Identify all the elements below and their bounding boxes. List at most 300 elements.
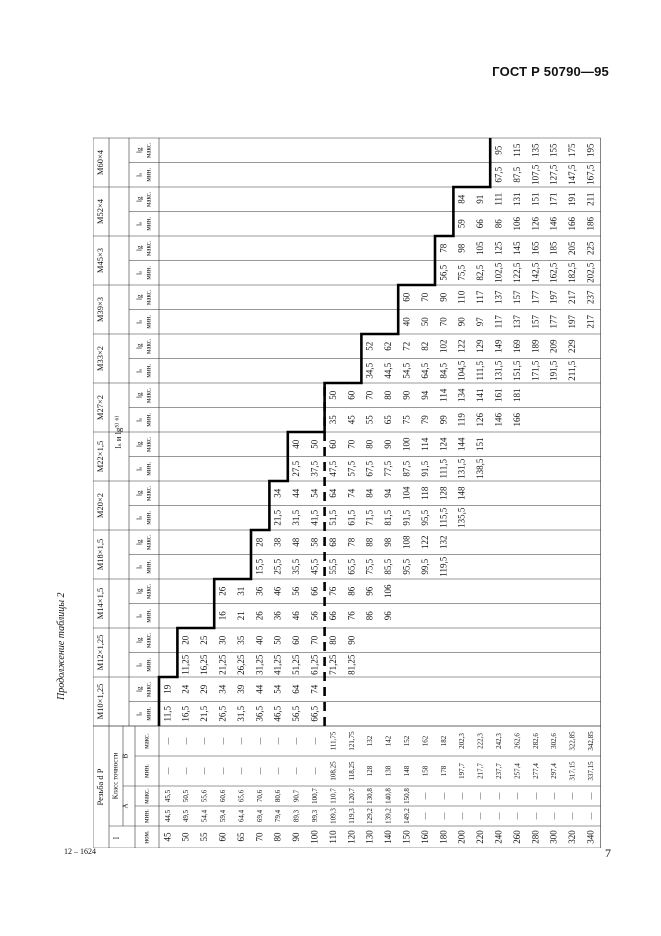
ls-value: 146 [493, 413, 504, 427]
ls-value: 131,5 [456, 458, 467, 479]
b-max-cell: — [274, 737, 283, 745]
ls-value: 99,5 [419, 558, 430, 575]
lg-value: 211 [585, 192, 596, 206]
lg-value: 128 [438, 486, 449, 500]
b-min-cell: 108,25 [329, 761, 338, 781]
ls-value: 202,5 [585, 262, 596, 283]
ls-value: 36 [272, 611, 283, 621]
sub-b-max: макс. [142, 733, 151, 749]
lg-value: 209 [548, 339, 559, 353]
nom-cell: 200 [456, 830, 467, 844]
b-max-cell: 182 [439, 735, 448, 747]
thread-label: М45×3 [94, 247, 105, 274]
a-max-cell: — [495, 792, 504, 800]
ls-symbol: lₛ [135, 515, 144, 520]
b-max-cell: 152 [403, 735, 412, 747]
ls-value: 96 [383, 611, 394, 621]
lg-value: 29 [199, 684, 210, 694]
lg-value: 25 [199, 635, 210, 645]
a-max-cell: 100,7 [311, 788, 320, 804]
thread-label: М39×3 [94, 296, 105, 323]
lg-value: 91 [475, 194, 486, 204]
lg-symbol: lg [135, 588, 144, 594]
b-min-cell: 158 [421, 765, 430, 777]
nom-cell: 220 [475, 830, 486, 844]
ls-value: 31,5 [235, 705, 246, 722]
document-id: ГОСТ Р 50790—95 [492, 64, 609, 79]
b-min-cell: — [200, 767, 209, 775]
a-max-cell: — [531, 792, 540, 800]
lg-value: 131 [511, 192, 522, 206]
thread-label: М33×2 [94, 345, 105, 372]
b-max-cell: — [163, 737, 172, 745]
b-max-cell: 202,3 [458, 733, 467, 749]
a-min-cell: — [513, 812, 522, 820]
lg-symbol: lg [135, 147, 144, 153]
lg-value: 62 [383, 341, 394, 351]
ls-value: 54,5 [401, 362, 412, 379]
ls-value: 171,5 [530, 360, 541, 381]
a-min-cell: 54,4 [200, 809, 209, 823]
ls-value: 167,5 [585, 164, 596, 185]
sub-a-min: мин. [142, 809, 151, 823]
a-min-cell: 59,4 [219, 809, 228, 823]
lg-value: 50 [309, 439, 320, 449]
ls-value: 46,5 [272, 705, 283, 722]
lg-value: 34 [217, 684, 228, 694]
ls-value: 157 [530, 315, 541, 329]
lg-value: 149 [493, 339, 504, 353]
lg-value: 39 [235, 684, 246, 694]
a-max-cell: — [458, 792, 467, 800]
b-max-cell: 121,75 [347, 731, 356, 751]
ls-value: 86 [364, 611, 375, 621]
b-min-cell: — [255, 767, 264, 775]
ls-value: 26,25 [235, 654, 246, 675]
ls-value: 84,5 [438, 362, 449, 379]
ls-symbol: lₛ [135, 270, 144, 275]
ls-value: 64,5 [419, 362, 430, 379]
a-min-cell: — [439, 812, 448, 820]
ls-value: 46 [291, 611, 302, 621]
lg-value: 191 [567, 192, 578, 206]
b-min-cell: 217,7 [476, 763, 485, 779]
nom-cell: 100 [309, 830, 320, 844]
lg-value: 70 [419, 292, 430, 302]
a-min-cell: — [550, 812, 559, 820]
lg-value: 125 [493, 241, 504, 255]
ls-symbol: lₛ [135, 368, 144, 373]
lg-value: 189 [530, 339, 541, 353]
ls-min: мин. [144, 265, 153, 280]
b-min-cell: 138 [384, 765, 393, 777]
thread-label: М20×2 [94, 492, 105, 519]
lg-value: 34 [272, 488, 283, 498]
a-min-cell: — [421, 812, 430, 820]
lg-max: макс. [144, 191, 153, 208]
ls-symbol: lₛ [135, 319, 144, 324]
lg-symbol: lg [135, 686, 144, 692]
lg-value: 134 [456, 388, 467, 402]
ls-value: 21,5 [199, 705, 210, 722]
thread-label: М52×4 [94, 198, 105, 225]
ls-value: 75 [401, 415, 412, 425]
lg-value: 60 [291, 635, 302, 645]
b-min-cell: — [237, 767, 246, 775]
ls-min: мин. [144, 559, 153, 574]
ls-value: 138,5 [475, 458, 486, 479]
b-max-cell: 142 [384, 735, 393, 747]
ls-value: 91,5 [401, 509, 412, 526]
b-max-cell: 242,3 [495, 733, 504, 749]
a-max-cell: 65,6 [237, 789, 246, 803]
lg-value: 86 [346, 586, 357, 596]
a-min-cell: 129,2 [366, 808, 375, 824]
lg-value: 90 [383, 439, 394, 449]
nom-cell: 340 [585, 830, 596, 844]
b-max-cell: — [219, 737, 228, 745]
ls-symbol: lₛ [135, 711, 144, 716]
ls-value: 36,5 [254, 705, 265, 722]
ls-value: 104,5 [456, 360, 467, 381]
nom-cell: 160 [419, 830, 430, 844]
lg-value: 94 [419, 390, 430, 400]
b-min-cell: 128 [366, 765, 375, 777]
ls-min: мин. [144, 216, 153, 231]
ls-value: 47,5 [327, 460, 338, 477]
ls-value: 76 [346, 611, 357, 621]
a-min-cell: — [568, 812, 577, 820]
lg-value: 74 [346, 488, 357, 498]
lg-value: 157 [511, 290, 522, 304]
b-max-cell: 222,3 [476, 733, 485, 749]
lg-value: 205 [567, 241, 578, 255]
ls-value: 126 [530, 217, 541, 231]
ls-min: мин. [144, 608, 153, 623]
a-max-cell: 130,8 [366, 788, 375, 804]
lg-value: 84 [364, 488, 375, 498]
ls-value: 106 [511, 217, 522, 231]
a-min-cell: 49,5 [182, 809, 191, 823]
b-min-cell: 197,7 [458, 763, 467, 779]
lg-value: 46 [272, 586, 283, 596]
lg-value: 106 [383, 584, 394, 598]
ls-symbol: lₛ [135, 564, 144, 569]
lg-value: 145 [511, 241, 522, 255]
page-number: 7 [605, 846, 611, 860]
lg-value: 98 [383, 537, 394, 547]
lg-value: 24 [180, 684, 191, 694]
lg-value: 117 [475, 290, 486, 304]
lg-max: макс. [144, 485, 153, 502]
ls-value: 61,5 [346, 509, 357, 526]
ls-value: 97 [475, 317, 486, 327]
ls-value: 111,5 [438, 458, 449, 479]
thread-label: М10×1,25 [94, 683, 105, 720]
b-min-cell: — [292, 767, 301, 775]
ls-value: 119 [456, 413, 467, 427]
ls-value: 177 [548, 315, 559, 329]
b-min-cell: — [182, 767, 191, 775]
lg-value: 54 [272, 684, 283, 694]
b-max-cell: 342,85 [587, 731, 596, 751]
thread-label: М27×2 [94, 394, 105, 421]
lg-value: 197 [548, 290, 559, 304]
a-max-cell: — [476, 792, 485, 800]
lg-value: 122 [419, 535, 430, 549]
b-min-cell: 237,7 [495, 763, 504, 779]
a-max-cell: 50,5 [182, 789, 191, 803]
lg-value: 52 [364, 341, 375, 351]
lg-value: 114 [419, 437, 430, 451]
lg-value: 141 [475, 388, 486, 402]
a-max-cell: — [513, 792, 522, 800]
b-max-cell: 262,6 [513, 733, 522, 749]
lg-value: 82 [419, 341, 430, 351]
b-max-cell: 132 [366, 735, 375, 747]
ls-value: 102,5 [493, 262, 504, 283]
lg-value: 40 [254, 635, 265, 645]
ls-value: 166 [511, 413, 522, 427]
ls-value: 67,5 [493, 166, 504, 183]
ls-value: 135,5 [456, 507, 467, 528]
ls-min: мин. [144, 363, 153, 378]
a-max-cell: — [421, 792, 430, 800]
lg-value: 135 [530, 143, 541, 157]
ls-value: 197 [567, 315, 578, 329]
ls-value: 151,5 [511, 360, 522, 381]
lg-value: 64 [291, 684, 302, 694]
b-max-cell: 322,85 [568, 731, 577, 751]
lg-value: 90 [401, 390, 412, 400]
b-min-cell: 337,15 [587, 761, 596, 781]
lg-max: макс. [144, 338, 153, 355]
lg-symbol: lg [135, 441, 144, 447]
ls-value: 67,5 [364, 460, 375, 477]
b-min-cell: — [311, 767, 320, 775]
ls-value: 75,5 [364, 558, 375, 575]
b-min-cell: — [163, 767, 172, 775]
lg-value: 78 [438, 243, 449, 253]
ls-min: мин. [144, 314, 153, 329]
b-min-cell: 257,4 [513, 763, 522, 779]
ls-value: 95,5 [419, 509, 430, 526]
ls-value: 66 [327, 611, 338, 621]
ls-value: 122,5 [511, 262, 522, 283]
thread-label: М12×1,25 [94, 634, 105, 671]
lg-value: 20 [180, 635, 191, 645]
lg-value: 137 [493, 290, 504, 304]
a-min-cell: 139,2 [384, 808, 393, 824]
lg-value: 115 [511, 143, 522, 157]
l-header: l [110, 836, 121, 840]
ls-value: 16,5 [180, 705, 191, 722]
ls-value: 57,5 [346, 460, 357, 477]
thread-label: М60×4 [94, 149, 105, 176]
lg-value: 28 [254, 537, 265, 547]
ls-value: 59 [456, 219, 467, 229]
a-min-cell: 119,3 [347, 808, 356, 824]
lg-value: 50 [327, 390, 338, 400]
b-max-cell: — [255, 737, 264, 745]
ls-value: 81,25 [346, 654, 357, 675]
b-min-cell: 148 [403, 765, 412, 777]
ls-min: мин. [144, 657, 153, 672]
lg-value: 110 [456, 290, 467, 304]
lg-value: 217 [567, 290, 578, 304]
ls-value: 217 [585, 315, 596, 329]
nom-cell: 70 [254, 832, 265, 842]
ls-value: 56,5 [291, 705, 302, 722]
nom-cell: 55 [199, 832, 210, 842]
lg-value: 177 [530, 290, 541, 304]
lg-value: 169 [511, 339, 522, 353]
lg-value: 90 [346, 635, 357, 645]
lg-value: 165 [530, 241, 541, 255]
a-min-cell: — [587, 812, 596, 820]
a-min-cell: — [495, 812, 504, 820]
lg-value: 26 [217, 586, 228, 596]
b-max-cell: — [182, 737, 191, 745]
lg-value: 129 [475, 339, 486, 353]
ls-min: мин. [144, 706, 153, 721]
a-max-cell: 60,6 [219, 789, 228, 803]
lg-value: 30 [217, 635, 228, 645]
lg-value: 31 [235, 586, 246, 596]
ls-value: 50 [419, 317, 430, 327]
nom-cell: 320 [567, 830, 578, 844]
ls-value: 146 [548, 217, 559, 231]
a-min-cell: 44,5 [163, 809, 172, 823]
ls-value: 186 [585, 217, 596, 231]
ls-value: 85,5 [383, 558, 394, 575]
lg-symbol: lg [135, 196, 144, 202]
b-max-cell: — [292, 737, 301, 745]
ls-value: 11,25 [180, 654, 191, 675]
ls-value: 44,5 [383, 362, 394, 379]
ls-min: мин. [144, 412, 153, 427]
lg-value: 60 [346, 390, 357, 400]
ls-symbol: lₛ [135, 466, 144, 471]
a-min-cell: 149,2 [403, 808, 412, 824]
lg-value: 48 [291, 537, 302, 547]
a-min-cell: — [458, 812, 467, 820]
nom-cell: 300 [548, 830, 559, 844]
nom-cell: 50 [180, 832, 191, 842]
ls-value: 27,5 [291, 460, 302, 477]
lg-value: 151 [530, 192, 541, 206]
ls-symbol: lₛ [135, 172, 144, 177]
ls-value: 65 [383, 415, 394, 425]
a-max-cell: — [439, 792, 448, 800]
ls-value: 86 [493, 219, 504, 229]
lg-value: 76 [327, 586, 338, 596]
nom-cell: 180 [438, 830, 449, 844]
lg-value: 132 [438, 535, 449, 549]
a-max-cell: 70,6 [255, 789, 264, 803]
lg-value: 181 [511, 388, 522, 402]
b-max-cell: — [311, 737, 320, 745]
ls-value: 119,5 [438, 556, 449, 577]
b-min-cell: 118,25 [347, 761, 356, 781]
thread-header: Резьба d P [94, 768, 105, 806]
sub-a-max: макс. [142, 788, 151, 804]
lg-value: 102 [438, 339, 449, 353]
lg-value: 70 [364, 390, 375, 400]
a-max-cell: 80,6 [274, 789, 283, 803]
ls-value: 34,5 [364, 362, 375, 379]
ls-value: 107,5 [530, 164, 541, 185]
ls-value: 21,25 [217, 654, 228, 675]
ls-value: 45,5 [309, 558, 320, 575]
ls-value: 131,5 [493, 360, 504, 381]
lg-value: 80 [327, 635, 338, 645]
lg-value: 40 [291, 439, 302, 449]
ls-value: 66 [475, 219, 486, 229]
lg-value: 80 [364, 439, 375, 449]
a-min-cell: 89,3 [292, 809, 301, 823]
a-max-cell: 90,7 [292, 789, 301, 803]
ls-value: 51,5 [327, 509, 338, 526]
ls-value: 147,5 [567, 164, 578, 185]
ls-value: 15,5 [254, 558, 265, 575]
ls-value: 37,5 [309, 460, 320, 477]
lg-value: 60 [401, 292, 412, 302]
ls-value: 211,5 [567, 360, 578, 381]
ls-value: 142,5 [530, 262, 541, 283]
ls-min: мин. [144, 461, 153, 476]
lg-max: макс. [144, 436, 153, 453]
ls-value: 21,5 [272, 509, 283, 526]
ls-value: 56,5 [438, 264, 449, 281]
a-min-cell: 79,4 [274, 809, 283, 823]
lg-value: 54 [309, 488, 320, 498]
lg-max: макс. [144, 632, 153, 649]
thread-label: М22×1,5 [94, 440, 105, 473]
ls-symbol: lₛ [135, 662, 144, 667]
ls-value: 25,5 [272, 558, 283, 575]
ls-min: мин. [144, 510, 153, 525]
lg-value: 229 [567, 339, 578, 353]
lg-value: 44 [254, 684, 265, 694]
a-min-cell: 99,3 [311, 809, 320, 823]
table-svg [93, 98, 613, 848]
ls-value: 117 [493, 315, 504, 329]
nom-cell: 60 [217, 832, 228, 842]
lg-value: 100 [401, 437, 412, 451]
b-min-cell: 297,4 [550, 763, 559, 779]
footer-note: 12 – 1624 [64, 847, 96, 856]
lg-value: 90 [438, 292, 449, 302]
lg-value: 70 [346, 439, 357, 449]
lg-value: 19 [162, 684, 173, 694]
ls-value: 56 [309, 611, 320, 621]
a-max-cell: 120,7 [347, 788, 356, 804]
a-max-cell: 55,6 [200, 789, 209, 803]
a-max-cell: — [568, 792, 577, 800]
lg-value: 98 [456, 243, 467, 253]
ls-value: 79 [419, 415, 430, 425]
lg-value: 175 [567, 143, 578, 157]
b-max-cell: 302,6 [550, 733, 559, 749]
ls-value: 127,5 [548, 164, 559, 185]
lg-max: макс. [144, 240, 153, 257]
thread-label: М14×1,5 [94, 587, 105, 620]
lg-value: 58 [309, 537, 320, 547]
nom-cell: 90 [291, 832, 302, 842]
lg-value: 105 [475, 241, 486, 255]
lg-max: макс. [144, 681, 153, 698]
